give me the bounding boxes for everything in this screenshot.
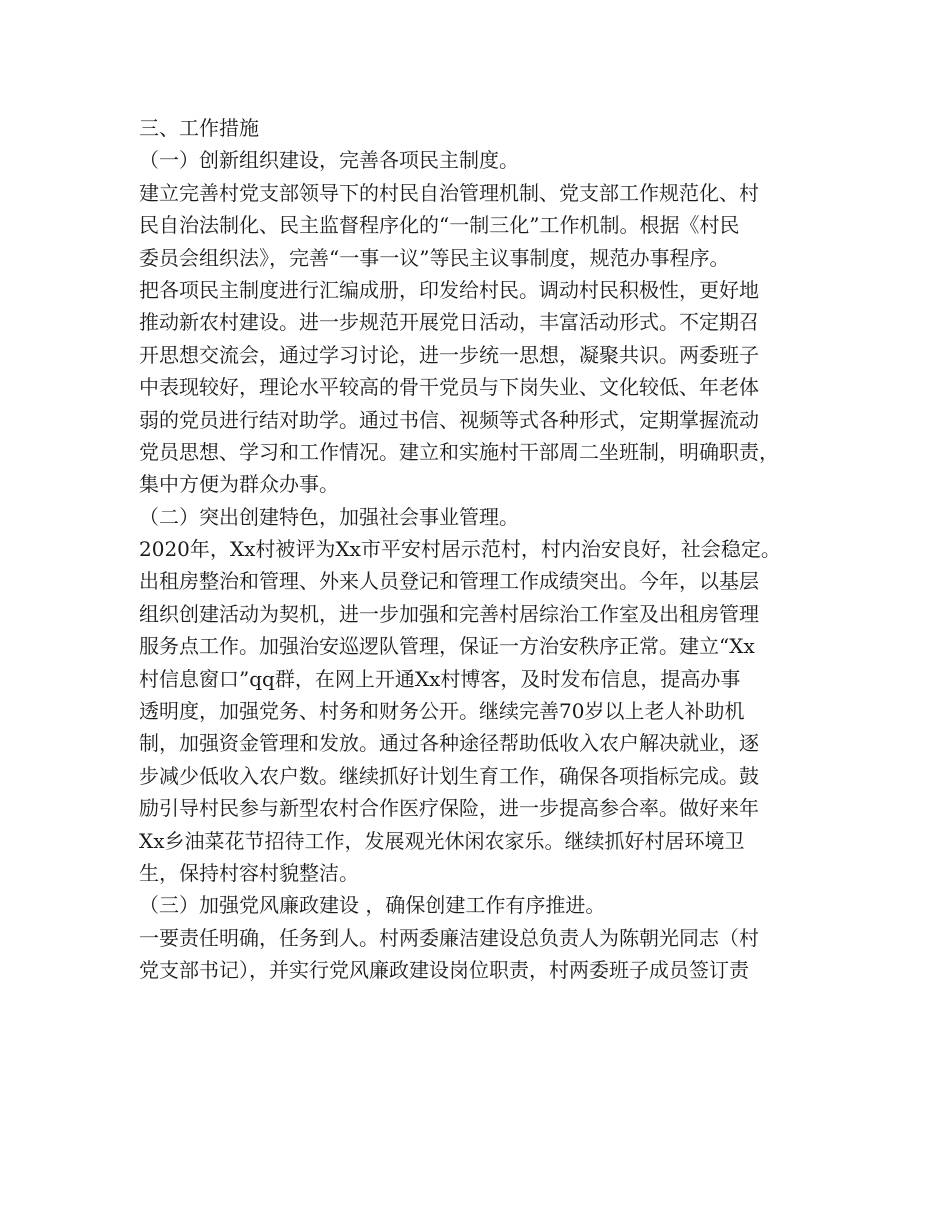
paragraph-line: 出租房整治和管理、外来人员登记和管理工作成绩突出。今年，以基层 xyxy=(139,569,759,594)
paragraph-line: 中表现较好，理论水平较高的骨干党员与下岗失业、文化较低、年老体 xyxy=(139,375,759,400)
paragraph-line: 党员思想、学习和工作情况。建立和实施村干部周二坐班制，明确职责， xyxy=(139,439,779,464)
paragraph-line: 把各项民主制度进行汇编成册，印发给村民。调动村民积极性，更好地 xyxy=(139,277,759,302)
paragraph-line: 2020年，Xx村被评为Xx市平安村居示范村，村内治安良好，社会稳定。 xyxy=(139,537,781,562)
paragraph-line: 集中方便为群众办事。 xyxy=(139,472,339,497)
paragraph-line: 推动新农村建设。进一步规范开展党日活动，丰富活动形式。不定期召 xyxy=(139,310,759,335)
subsection-heading-3: （三）加强党风廉政建设 ，确保创建工作有序推进。 xyxy=(139,893,606,918)
subsection-heading-1: （一）创新组织建设，完善各项民主制度。 xyxy=(139,148,519,173)
paragraph-line: 服务点工作。加强治安巡逻队管理，保证一方治安秩序正常。建立“Xx xyxy=(139,634,755,659)
paragraph-line: Xx乡油菜花节招待工作，发展观光休闲农家乐。继续抓好村居环境卫 xyxy=(139,828,745,853)
paragraph-line: 组织创建活动为契机，进一步加强和完善村居综治工作室及出租房管理 xyxy=(139,601,759,626)
paragraph-line: 弱的党员进行结对助学。通过书信、视频等式各种形式，定期掌握流动 xyxy=(139,407,759,432)
paragraph-line: 开思想交流会，通过学习讨论，进一步统一思想，凝聚共识。两委班子 xyxy=(139,342,759,367)
paragraph-line: 委员会组织法》，完善“一事一议”等民主议事制度，规范办事程序。 xyxy=(139,245,730,270)
document-body xyxy=(139,112,829,987)
paragraph-line: 一要责任明确，任务到人。村两委廉洁建设总负责人为陈朝光同志（村 xyxy=(139,925,759,950)
paragraph-line: 励引导村民参与新型农村合作医疗保险，进一步提高参合率。做好来年 xyxy=(139,796,759,821)
paragraph-line: 建立完善村党支部领导下的村民自治管理机制、党支部工作规范化、村 xyxy=(139,180,759,205)
paragraph-line: 民自治法制化、民主监督程序化的“一制三化”工作机制。根据《村民 xyxy=(139,213,740,238)
paragraph-line: 制，加强资金管理和发放。通过各种途径帮助低收入农户解决就业，逐 xyxy=(139,731,759,756)
paragraph-line: 步减少低收入农户数。继续抓好计划生育工作，确保各项指标完成。鼓 xyxy=(139,763,759,788)
section-heading: 三、工作措施 xyxy=(139,116,259,140)
paragraph-line: 村信息窗口”qq群，在网上开通Xx村博客，及时发布信息，提高办事 xyxy=(139,666,741,691)
paragraph-line: 党支部书记），并实行党风廉政建设岗位职责，村两委班子成员签订责 xyxy=(139,958,749,983)
subsection-heading-2: （二）突出创建特色，加强社会事业管理。 xyxy=(139,504,519,529)
paragraph-line: 透明度，加强党务、村务和财务公开。继续完善70岁以上老人补助机 xyxy=(139,699,745,724)
paragraph-line: 生，保持村容村貌整洁。 xyxy=(139,860,359,885)
